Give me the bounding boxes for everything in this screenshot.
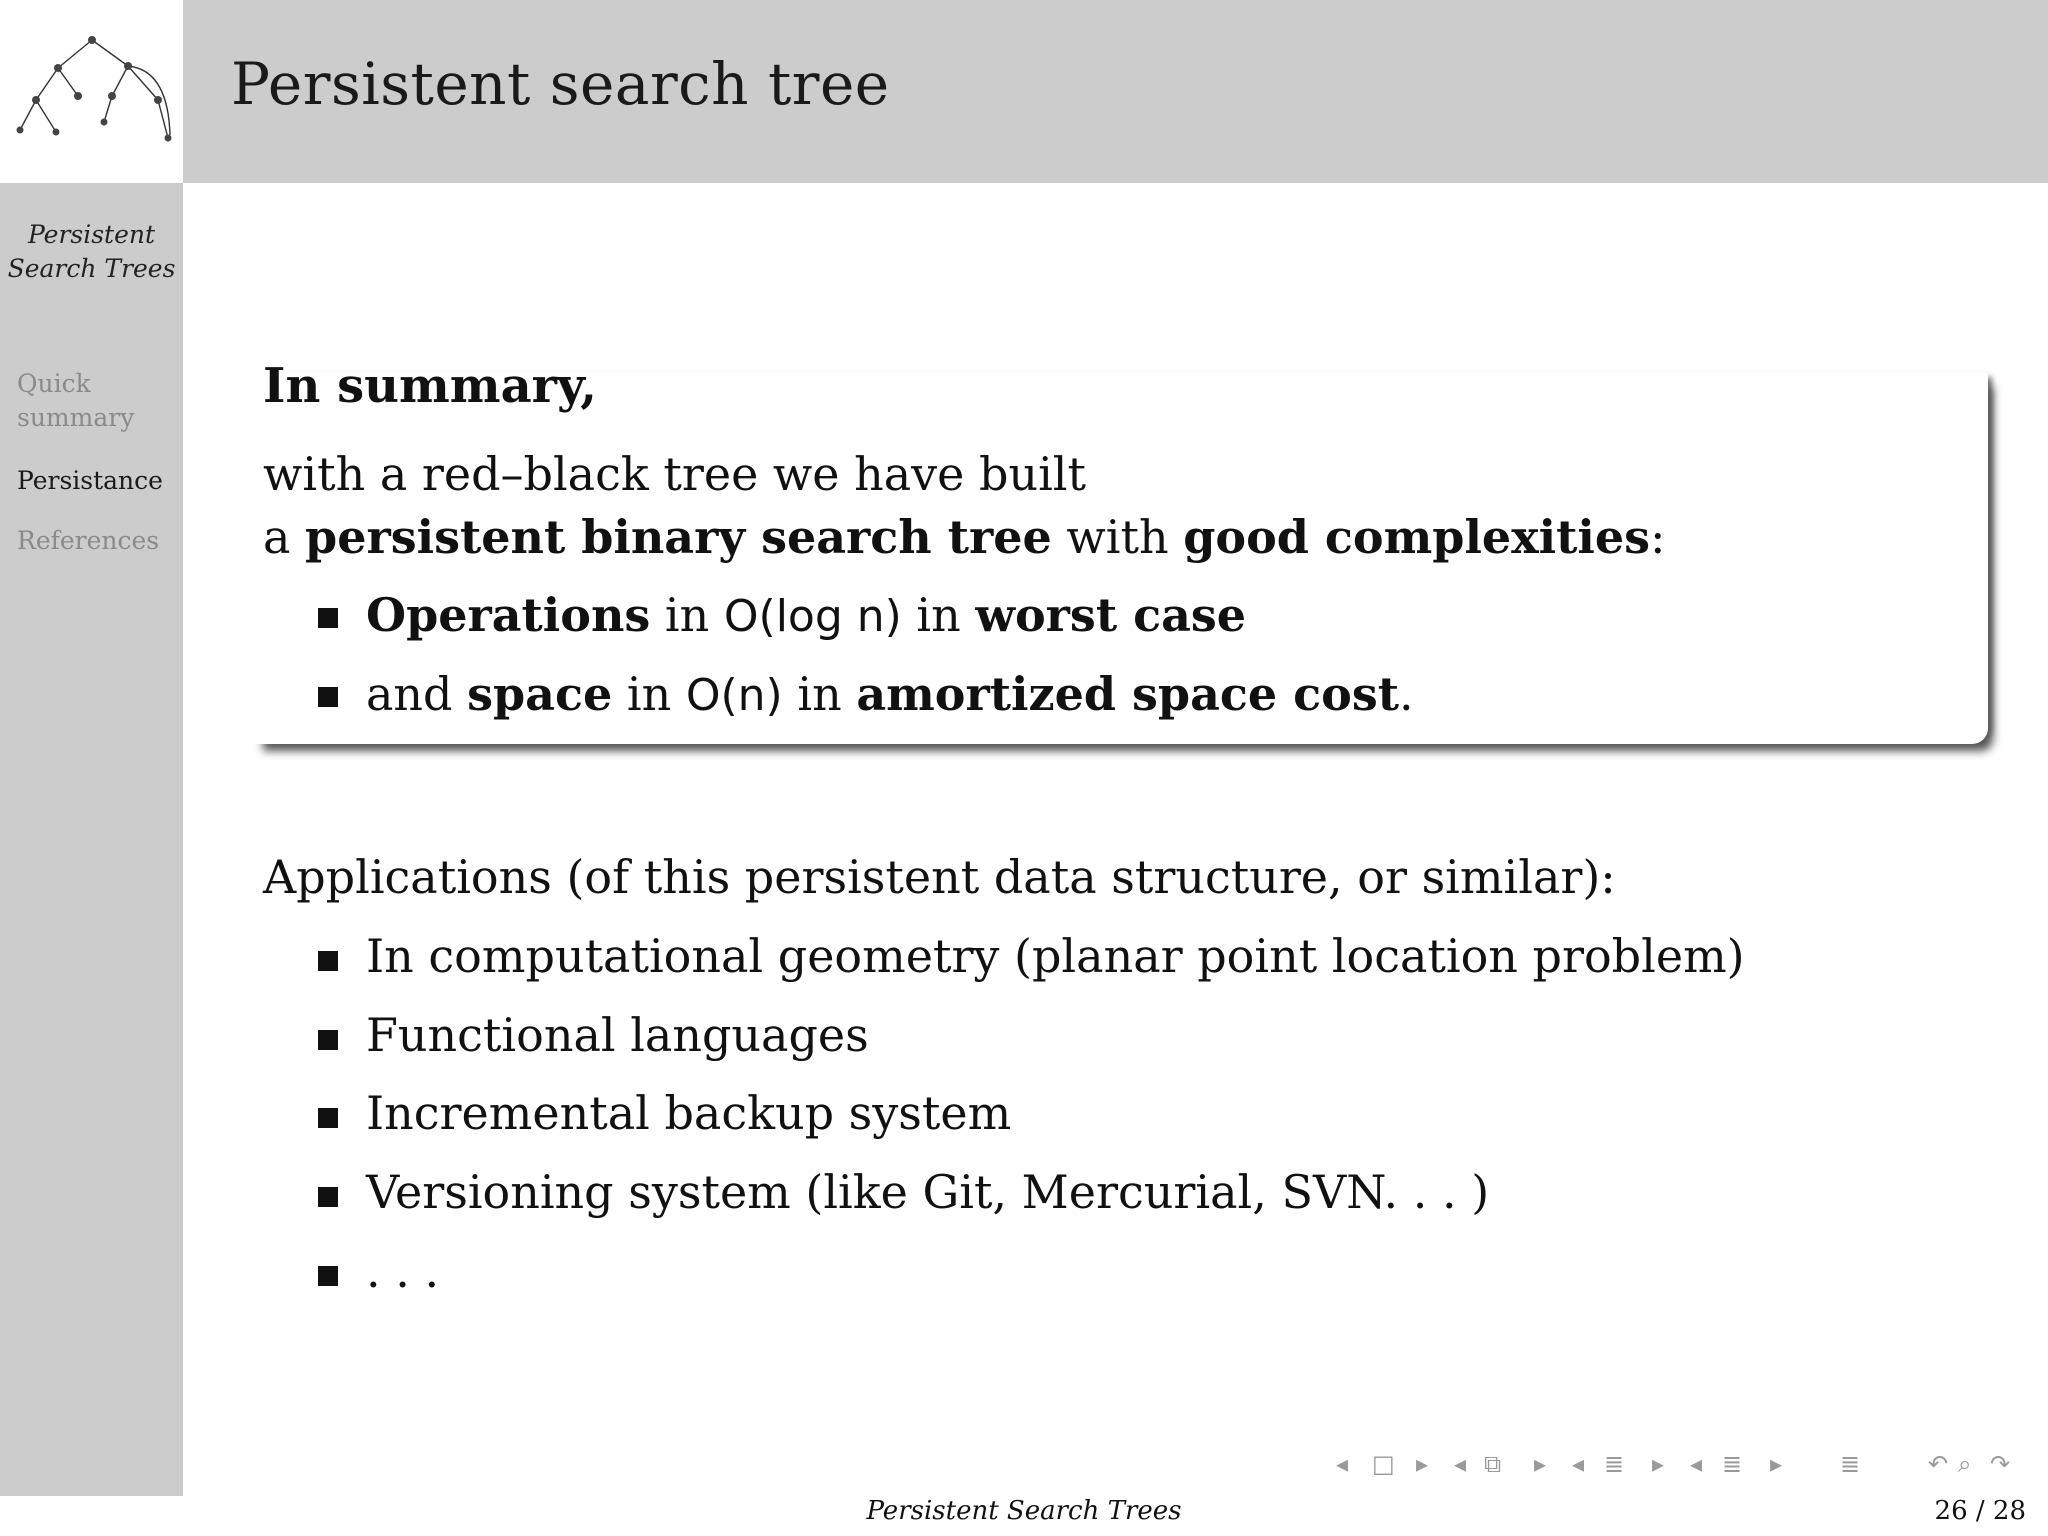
page-number: 26 / 28 [1934,1496,2026,1526]
text: in [612,667,686,721]
text: with [1051,510,1184,564]
page-title: Persistent search tree [231,50,890,118]
sidebar-title[interactable] [0,218,183,286]
list-item: Versioning system (like Git, Mercurial, SVN. . . ) [366,1165,1490,1219]
summary-line-2 [263,510,1665,564]
bullet-icon [318,1187,338,1207]
sidebar-item-references[interactable] [17,524,177,558]
tree-logo-icon [8,30,176,155]
toc-icon[interactable]: ≣ [1840,1450,1861,1478]
bullet-icon [318,1266,338,1286]
sidebar [0,0,183,1496]
sidebar-title-line1: Persistent [27,220,156,249]
redo-icon[interactable]: ↷ [1990,1450,2011,1478]
list-item: . . . [366,1244,440,1298]
bullet-icon [318,608,338,628]
list-item: Incremental backup system [366,1086,1012,1140]
summary-line-1: with a red–black tree we have built [263,447,1086,501]
summary-bullet-2 [366,667,1414,721]
section-icon[interactable]: ≣ [1604,1450,1625,1478]
bullet-icon [318,687,338,707]
outline-icon[interactable]: ≣ [1722,1450,1743,1478]
logo [0,0,183,183]
emphasis: amortized space cost [856,667,1400,721]
text: in [782,667,857,721]
emphasis: Operations [366,588,651,642]
sidebar-item-label: References [17,526,160,555]
beamer-navigation [1336,1450,2036,1484]
sidebar-item-quick-summary[interactable] [17,367,177,435]
text: : [1649,510,1666,564]
sidebar-item-label: Quick [17,369,91,398]
arrow-left-icon[interactable]: ◂ [1572,1450,1585,1478]
subsection-icon[interactable]: ⧉ [1484,1450,1502,1478]
sidebar-item-persistance[interactable] [17,464,177,498]
math: O(n) [685,670,783,721]
search-icon[interactable]: ⌕ [1958,1450,1972,1478]
summary-bullet-1 [366,588,1246,642]
applications-intro: Applications (of this persistent data structure, or similar): [263,850,1616,904]
arrow-left-icon[interactable]: ◂ [1336,1450,1349,1478]
arrow-left-icon[interactable]: ◂ [1690,1450,1703,1478]
arrow-right-icon[interactable]: ▸ [1652,1450,1665,1478]
emphasis: worst case [975,588,1247,642]
list-item: Functional languages [366,1008,869,1062]
emphasis: good complexities [1183,510,1650,564]
text: . [1399,667,1414,721]
sidebar-title-line2: Search Trees [7,254,176,283]
footer-title: Persistent Search Trees [866,1496,1182,1526]
text: a [263,510,306,564]
math: O(log n) [723,591,902,642]
sidebar-item-label: summary [17,403,135,432]
undo-icon[interactable]: ↶ [1928,1450,1949,1478]
bullet-icon [318,951,338,971]
sidebar-item-label: Persistance [17,466,163,495]
arrow-right-icon[interactable]: ▸ [1770,1450,1783,1478]
list-item: In computational geometry (planar point location problem) [366,929,1745,983]
frame-icon[interactable]: □ [1372,1450,1395,1478]
text: in [901,588,976,642]
bullet-icon [318,1108,338,1128]
arrow-right-icon[interactable]: ▸ [1534,1450,1547,1478]
bullet-icon [318,1030,338,1050]
text: and [366,667,468,721]
text: in [650,588,724,642]
emphasis: space [467,667,613,721]
arrow-left-icon[interactable]: ◂ [1454,1450,1467,1478]
header [183,0,2048,183]
arrow-right-icon[interactable]: ▸ [1416,1450,1429,1478]
summary-heading: In summary, [263,358,597,414]
emphasis: persistent binary search tree [305,510,1052,564]
